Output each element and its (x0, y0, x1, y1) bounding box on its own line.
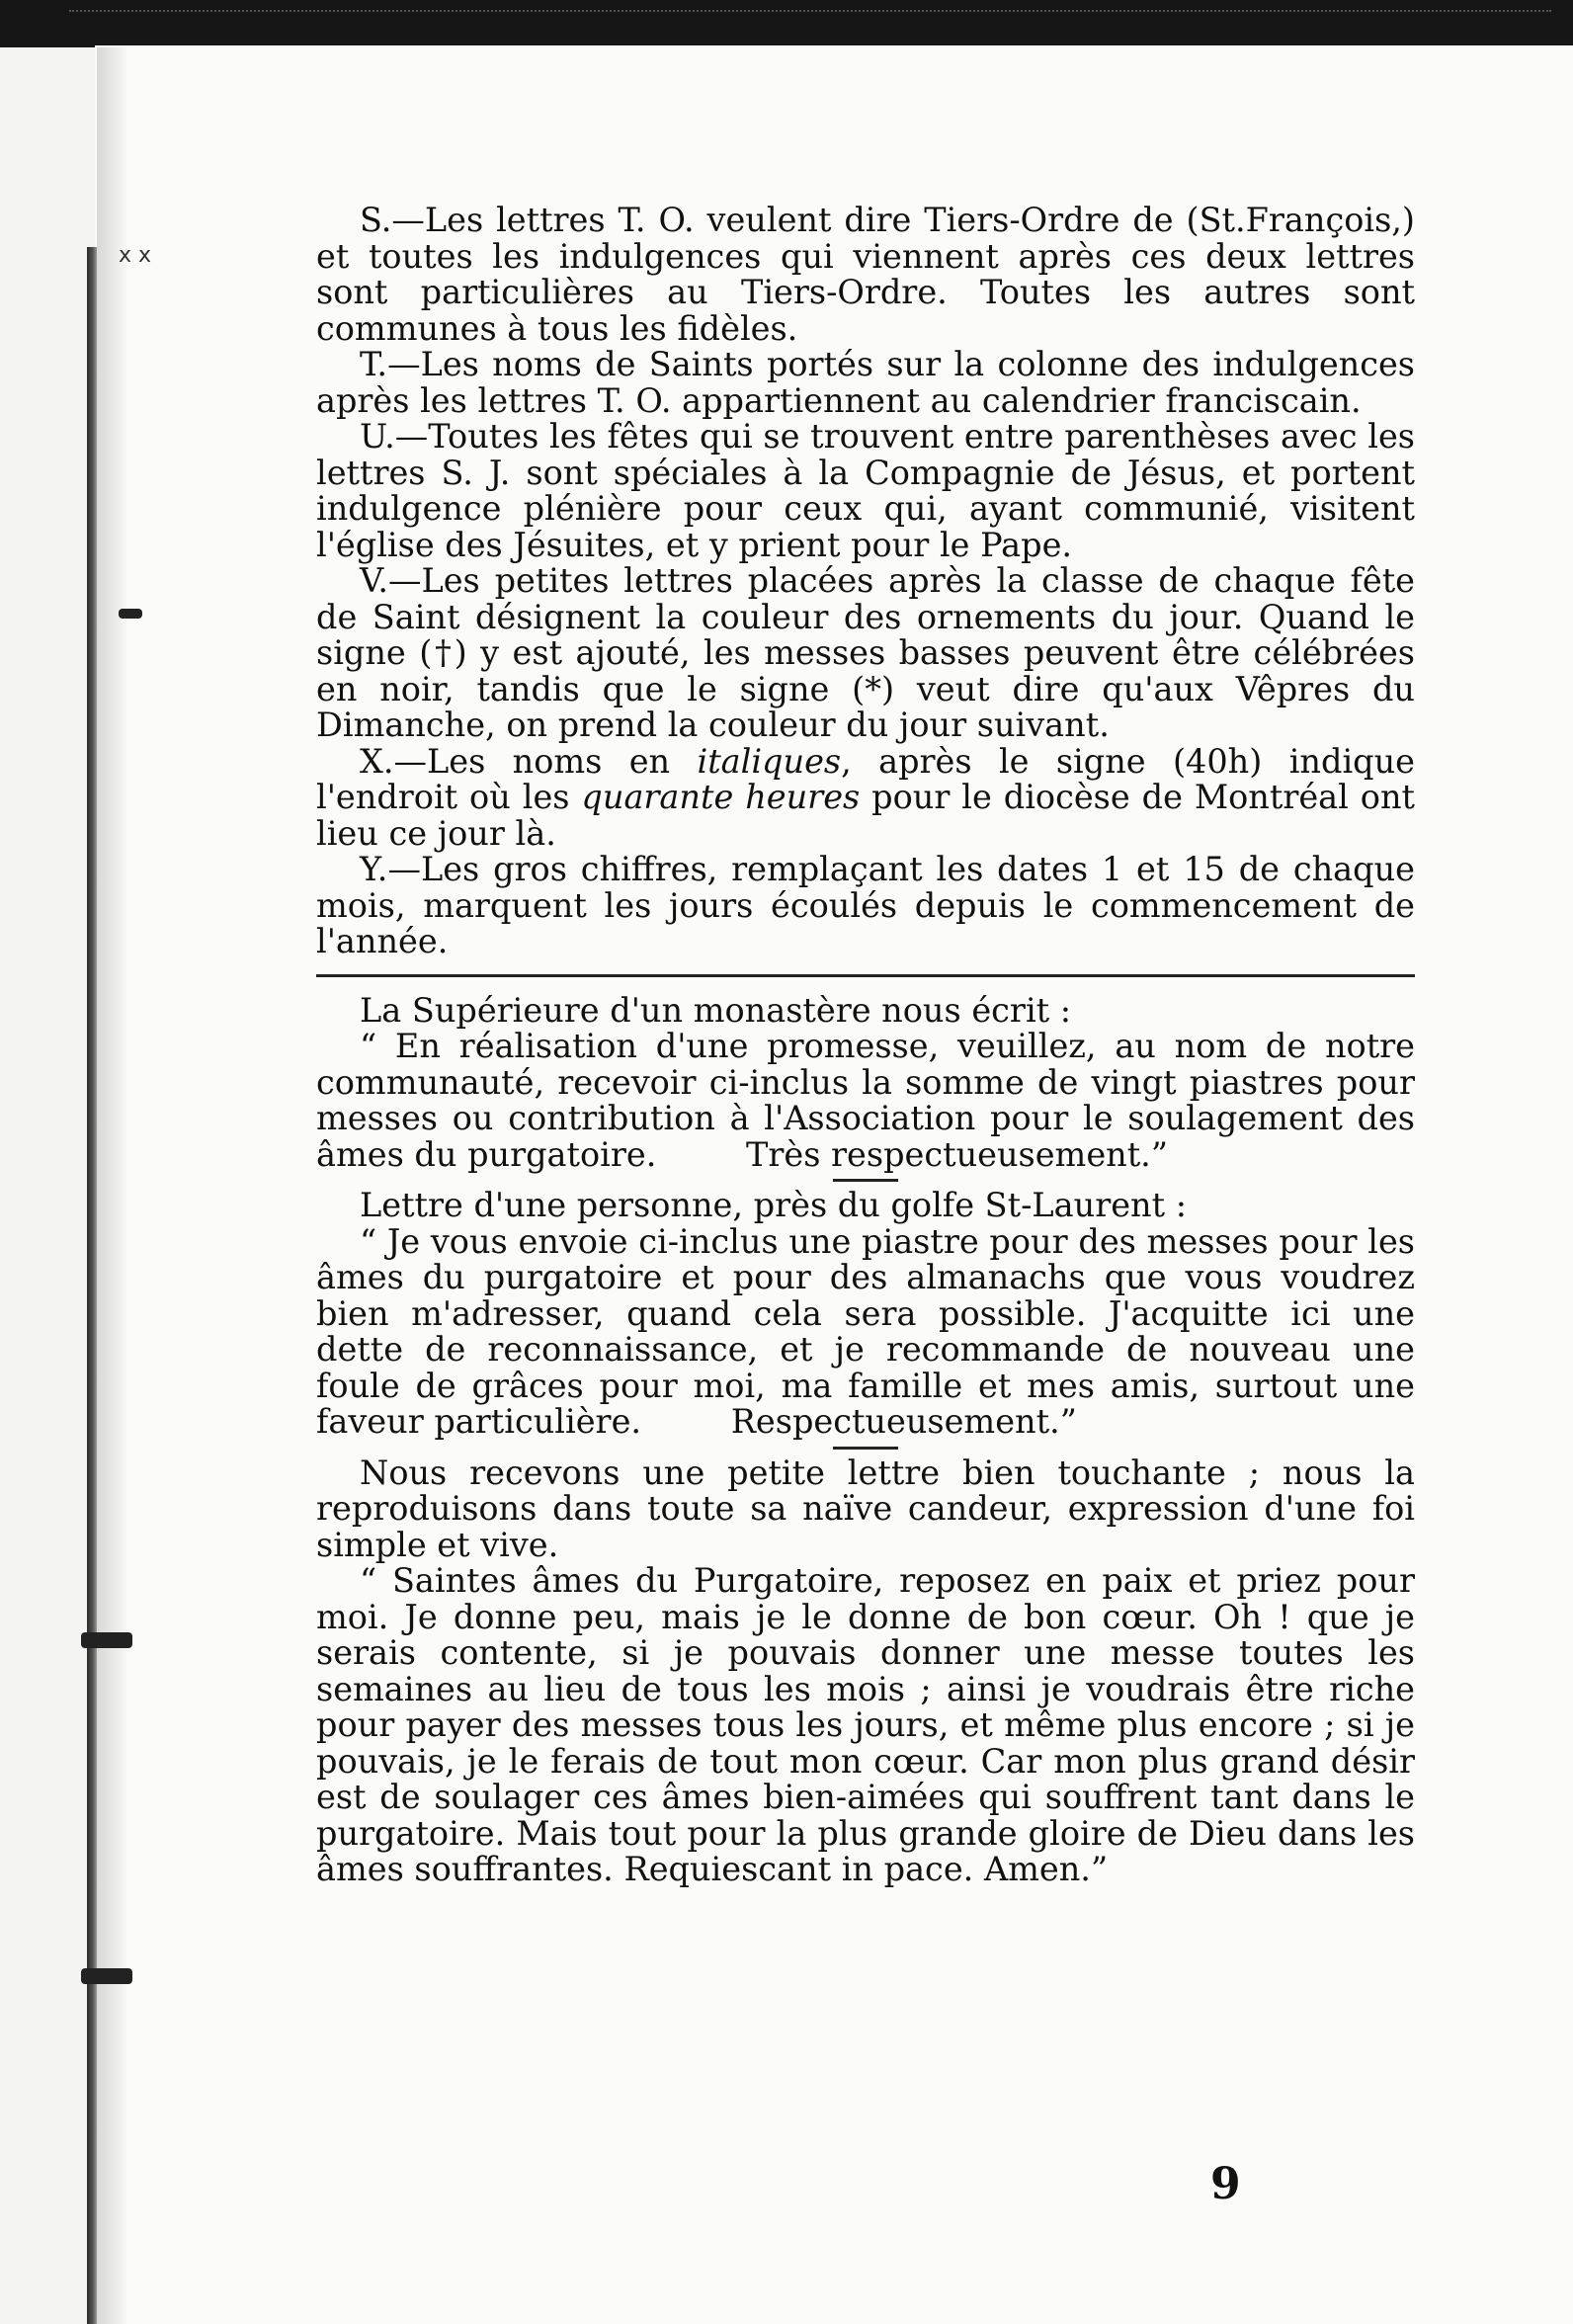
short-divider (833, 1179, 898, 1182)
letter-body: “ En réalisation d'une promesse, veuillez, au nom de notre communauté, recevoir ci-inclus la somme de vingt piastres pour messes ou contribution à l'Association pour le soulagement des âmes du purgatoire. Très respectueusement.” (316, 1027, 1415, 1174)
binding-clip-mark (119, 609, 142, 619)
note-paragraph: S.—Les lettres T. O. veulent dire Tiers-Ordre de (St.François,) et toutes les indulgences qui viennent après ces deux lettres sont particulières au Tiers-Ordre. Toutes les autres sont communes à tous les fidèles. (316, 201, 1415, 348)
note-paragraph: T.—Les noms de Saints portés sur la colonne des indulgences après les lettres T. O. appartiennent au calendrier franciscain. (316, 345, 1415, 420)
margin-mark: x x (119, 243, 152, 268)
note-paragraph: Y.—Les gros chiffres, remplaçant les dates 1 et 15 de chaque mois, marquent les jours écoulés depuis le commencement de l'année. (316, 850, 1415, 960)
letter-body: “ Je vous envoie ci-inclus une piastre pour des messes pour les âmes du purgatoire et pour des almanachs que vous voudrez bien m'adresser, quand cela sera possible. J'acquitte ici une dette de reconnaissance, et je recommande de nouveau une foule de grâces pour moi, ma famille et mes amis, surtout une faveur particulière. Respectueusement.” (316, 1221, 1415, 1441)
page-text (316, 203, 1415, 1888)
note-paragraph: V.—Les petites lettres placées après la classe de chaque fête de Saint désignent la couleur des ornements du jour. Quand le signe (†) y est ajouté, les messes basses peuvent être célébrées en noir, tandis que le signe (*) veut dire qu'aux Vêpres du Dimanche, on prend la couleur du jour suivant. (316, 561, 1415, 744)
letter-intro: Nous recevons une petite lettre bien touchante ; nous la reproduisons dans toute sa naïve candeur, expression d'une foi simple et vive. (316, 1452, 1415, 1564)
scan-top-border (0, 0, 1573, 47)
binding-edge (87, 247, 97, 2324)
note-paragraph: U.—Toutes les fêtes qui se trouvent entre parenthèses avec les lettres S. J. sont spéciales à la Compagnie de Jésus, et portent indulgence plénière pour ceux qui, ayant communié, visitent l'église des Jésuites, et y prient pour le Pape. (316, 417, 1415, 564)
binding-clip-mark (81, 1968, 132, 1984)
letter-body: “ Saintes âmes du Purgatoire, reposez en paix et priez pour moi. Je donne peu, mais je le donne de bon cœur. Oh ! que je serais contente, si je pouvais donner une messe toutes les semaines au lieu de tous les mois ; ainsi je voudrais être riche pour payer des messes tous les jours, et même plus encore ; si je pouvais, je le ferais de tout mon cœur. Car mon plus grand désir est de soulager ces âmes bien-aimées qui souffrent tant dans le purgatoire. Mais tout pour la plus grande gloire de Dieu dans les âmes souffrantes. Requiescant in pace. Amen.” (316, 1561, 1415, 1888)
letter-intro: La Supérieure d'un monastère nous écrit : (360, 990, 1072, 1030)
letter-closing: Respectueusement.” (730, 1402, 1077, 1441)
page-number: 9 (1210, 2159, 1241, 2209)
binding-clip-mark (81, 1632, 132, 1648)
letter-intro: Lettre d'une personne, près du golfe St-Laurent : (360, 1186, 1188, 1224)
note-paragraph-x: X.—Les noms en italiques, après le signe (40h) indique l'endroit où les quarante heures pour le diocèse de Montréal ont lieu ce jour là. (316, 741, 1416, 853)
section-divider (316, 974, 1415, 977)
short-divider (833, 1447, 898, 1450)
letter-closing: Très respectueusement.” (746, 1134, 1168, 1174)
